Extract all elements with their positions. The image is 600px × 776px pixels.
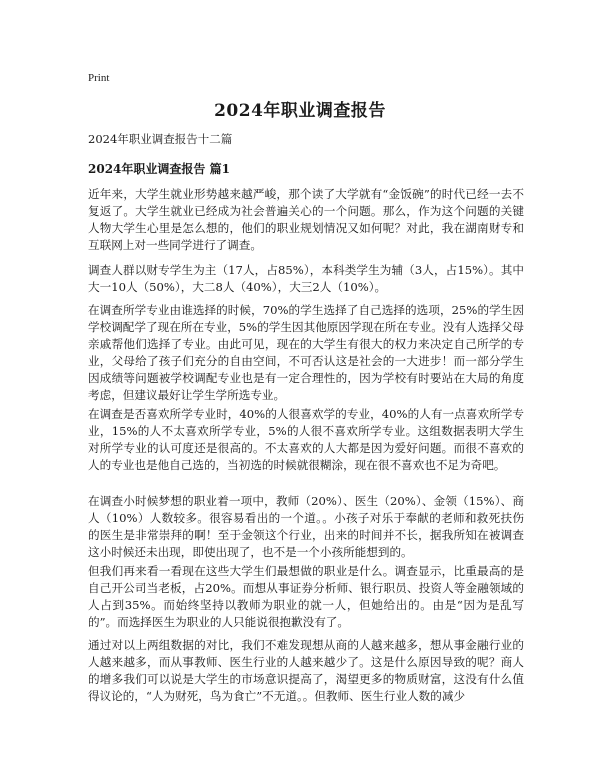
paragraph: 在调查是否喜欢所学专业时，40%的人很喜欢学的专业，40%的人有一点喜欢所学专业，15%的人不太喜欢所学专业，5%的人很不喜欢所学专业。这组数据表明大学生对所学专业的认可度还是很高的。不太喜欢的人大都是因为爱好问题。而很不喜欢的人的专业也是他自己选的，当初选的时候就很糊涂，现在很不喜欢也不足为奇吧。 bbox=[88, 407, 524, 472]
paragraph: 近年来，大学生就业形势越来越严峻，那个读了大学就有“金饭碗”的时代已经一去不复返了。大学生就业已经成为社会普遍关心的一个问题。那么，作为这个问题的关键人物大学生心里是怎么想的，他们的职业规划情况又如何呢？对此，我在湖南财专和互联网上对一些同学进行了调查。 bbox=[88, 187, 524, 252]
paragraph: 通过对以上两组数据的对比，我们不难发现想从商的人越来越多，想从事金融行业的人越来越多，而从事教师、医生行业的人越来越少了。这是什么原因导致的呢？商人的增多我们可以说是大学生的市场意识提高了，渴望更多的物质财富，这没有什么值得议论的，“人为财死，鸟为食亡”不无道。。但教师、医生行业人数的减少 bbox=[88, 638, 524, 703]
page-title: 2024年职业调查报告 bbox=[214, 101, 386, 121]
subtitle: 2024年职业调查报告十二篇 bbox=[88, 132, 233, 146]
paragraph: 在调查所学专业由谁选择的时候，70%的学生选择了自己选择的选项，25%的学生因学校调配学了现在所在专业，5%的学生因其他原因学现在所在专业。没有人选择父母亲戚帮他们选择了专业。由此可见，现在的大学生有很大的权力来决定自己所学的专业，父母给了孩子们充分的自由空间，不可否认这是社会的一大进步！而一部分学生因成绩等问题被学校调配专业也是有一定合理性的，因为学校有时要站在大局的角度考虑，但建议最好让学生学所选专业。 bbox=[88, 303, 524, 402]
paragraph: 但我们再来看一看现在这些大学生们最想做的职业是什么。调查显示，比重最高的是自己开公司当老板，占20%。而想从事证券分析师、银行职员、投资人等金融领域的人占到35%。而始终坚持以教师为职业的就一人，但她给出的。由是“因为是乱写的”。而选择医生为职业的人只能说很抱歉没有了。 bbox=[88, 564, 524, 629]
section-heading: 2024年职业调查报告 篇1 bbox=[88, 162, 230, 176]
print-link[interactable]: Print bbox=[88, 72, 110, 84]
paragraph: 调查人群以财专学生为主（17人，占85%），本科类学生为辅（3人，占15%）。其中大一10人（50%），大二8人（40%），大三2人（10%）。 bbox=[88, 263, 524, 294]
paragraph: 在调查小时候梦想的职业着一项中，教师（20%）、医生（20%）、金领（15%）、商人（10%）人数较多。很容易看出的一个道。。小孩子对乐于奉献的老师和救死扶伤的医生是非常崇拜的啊！至于金领这个行业，出来的时间并不长，据我所知在被调查这小时候还未出现，即使出现了，也不是一个小孩所能想到的。 bbox=[88, 494, 524, 559]
